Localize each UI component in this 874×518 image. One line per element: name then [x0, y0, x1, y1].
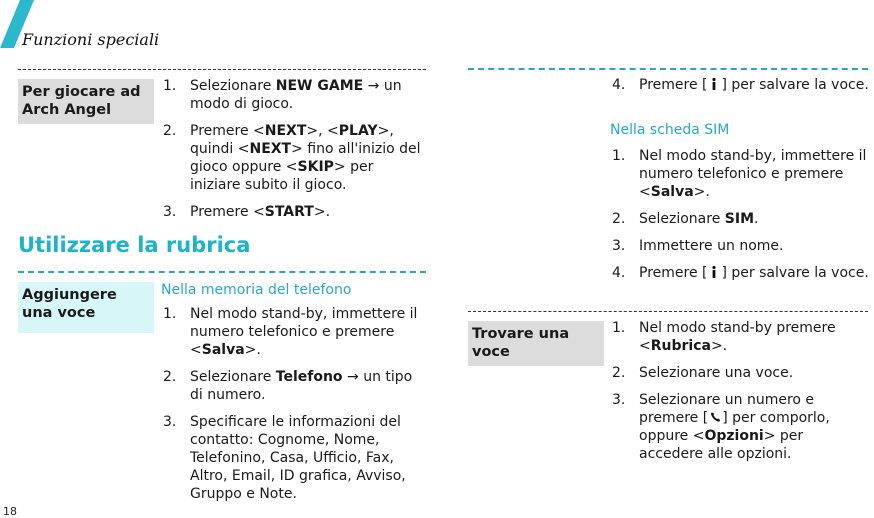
right-step4: [612, 76, 870, 103]
sim-steps: [612, 147, 870, 291]
list-item: 1. Nel modo stand-by, immettere il numero telefonico e premere <Salva>.: [163, 306, 418, 358]
list-item: 3. Specificare le informazioni del contatto: Cognome, Nome, Telefonino, Casa, Ufficio, Fax, Altro, Email, ID grafica, Avviso, Gruppo e Note.: [163, 414, 406, 502]
divider: [18, 271, 426, 273]
find-entry-box: Trovare una voce: [468, 321, 604, 366]
list-item: 2. Premere <NEXT>, <PLAY>, quindi <NEXT> fino all'inizio del gioco oppure <SKIP> per iniziare subito il gioco.: [163, 123, 421, 193]
list-item: 1. Nel modo stand-by premere <Rubrica>.: [612, 320, 836, 354]
list-item: 4. Premere [ ] per salvare la voce.: [612, 77, 869, 93]
handset-icon: [708, 410, 722, 424]
list-item: 2. Selezionare Telefono → un tipo di numero.: [163, 369, 413, 403]
angel-steps: [163, 77, 425, 230]
info-i-icon: [707, 77, 721, 91]
divider: [468, 311, 868, 312]
sim-title: Nella scheda SIM: [610, 122, 730, 138]
phone-memory-title: Nella memoria del telefono: [161, 282, 352, 298]
list-item: 3. Immettere un nome.: [612, 238, 784, 254]
list-item: 1. Nel modo stand-by, immettere il numero telefonico e premere <Salva>.: [612, 148, 867, 200]
list-item: 3. Premere <START>.: [163, 204, 331, 220]
list-item: 4. Premere [ ] per salvare la voce.: [612, 265, 869, 281]
add-entry-box: Aggiungere una voce: [18, 282, 154, 333]
page-number: 18: [3, 505, 17, 518]
divider: [18, 69, 426, 70]
list-item: 1. Selezionare NEW GAME → un modo di gioco.: [163, 78, 402, 112]
list-item: 3. Selezionare un numero e premere [ ] per comporlo, oppure <Opzioni> per accedere alle opzioni.: [612, 392, 830, 462]
section-heading: Utilizzare la rubrica: [18, 233, 251, 257]
list-item: 2. Selezionare SIM.: [612, 211, 759, 227]
list-item: 2. Selezionare una voce.: [612, 365, 794, 381]
find-steps: [612, 319, 870, 472]
divider: [468, 68, 868, 70]
info-i-icon: [707, 265, 721, 279]
section-title: Funzioni speciali: [22, 30, 160, 49]
angel-box: Per giocare ad Arch Angel: [18, 79, 154, 124]
phone-steps: [163, 305, 425, 512]
